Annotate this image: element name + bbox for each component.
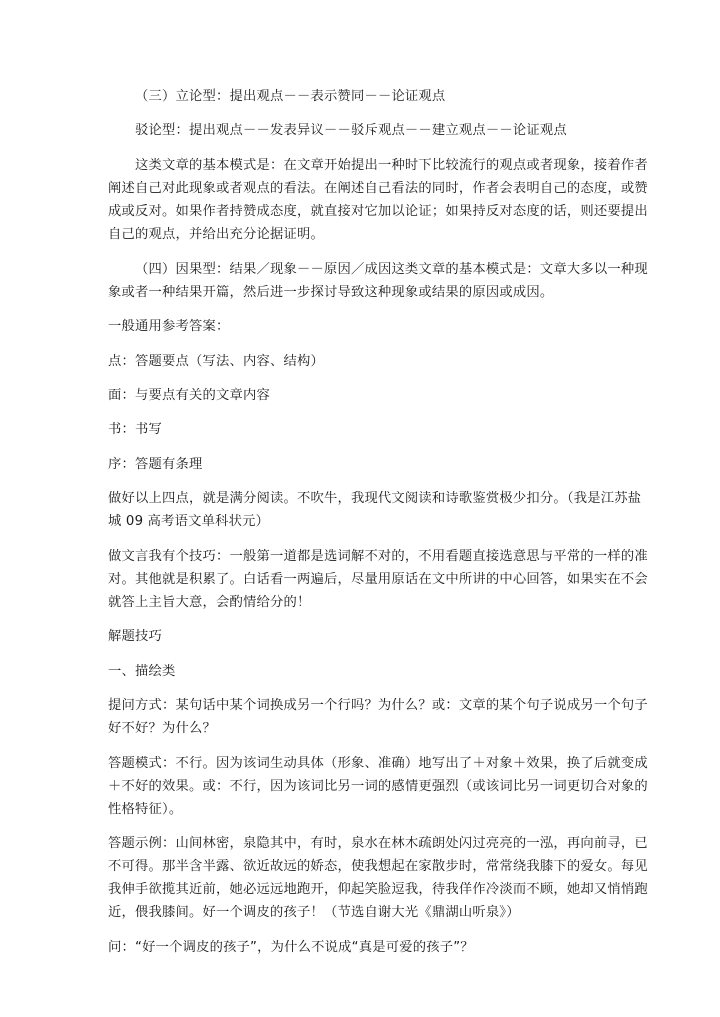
- rebuttal-type-line: 驳论型：提出观点－－发表异议－－驳斥观点－－建立观点－－论证观点: [135, 123, 567, 138]
- question-line: 问：“好一个调皮的孩子”，为什么不说成“真是可爱的孩子”？: [108, 940, 474, 955]
- paragraph-line: 这类文章的基本模式是：在文章开始提出一种时下比较流行的观点或者现象，接着作者: [135, 158, 648, 173]
- example-line: 答题示例：山间林密，泉隐其中，有时，泉水在林木疏朗处闪过亮亮的一泓，再向前寻，已: [108, 836, 648, 851]
- answer-mode-line: 性格特征）。: [108, 802, 183, 817]
- question-format-line: 提问方式：某句话中某个词换成另一个行吗？为什么？或：文章的某个句子说成另一个句子: [108, 698, 648, 713]
- answer-mode-line: ＋不好的效果。或：不行，因为该词比另一词的感情更强烈（或该词比另一词更切合对象的: [108, 779, 648, 794]
- category-one-heading: 一、描绘类: [108, 664, 176, 679]
- paragraph-line: 对。其他就是积累了。白话看一两遍后，尽量用原话在文中所讲的中心回答，如果实在不会: [108, 572, 648, 587]
- paragraph-line: 自己的观点，并给出充分论据证明。: [108, 227, 324, 242]
- list-item-face: 面：与要点有关的文章内容: [108, 388, 270, 403]
- example-line: 不可得。那半含半露、欲近故远的娇态，使我想起在家散步时，常常绕我膝下的爱女。每见: [108, 859, 648, 874]
- list-item-point: 点：答题要点（写法、内容、结构）: [108, 354, 324, 369]
- paragraph-line: 成或反对。如果作者持赞成态度，就直接对它加以论证；如果持反对态度的话，则还要提出: [108, 204, 648, 219]
- list-item-writing: 书：书写: [108, 422, 162, 437]
- section-three-title: （三）立论型：提出观点－－表示赞同－－论证观点: [135, 89, 446, 104]
- paragraph-line: 就答上主旨大意，会酌情给分的！: [108, 595, 311, 610]
- example-line: 近，偎我膝间。好一个调皮的孩子！（节选自谢大光《鼎湖山听泉》）: [108, 905, 520, 920]
- paragraph-line: 做好以上四点，就是满分阅读。不吹牛，我现代文阅读和诗歌鉴赏极少扣分。（我是江苏盐: [108, 491, 642, 506]
- example-line: 我伸手欲揽其近前，她必远远地跑开，仰起笑脸逗我，待我佯作冷淡而不顾，她却又悄悄跑: [108, 882, 648, 897]
- tips-heading: 解题技巧: [108, 629, 162, 644]
- paragraph-line: 象或者一种结果开篇，然后进一步探讨导致这种现象或结果的原因或成因。: [108, 285, 554, 300]
- paragraph-line: 做文言我有个技巧：一般第一道都是选词解不对的，不用看题直接选意思与平常的一样的准: [108, 549, 648, 564]
- general-answer-heading: 一般通用参考答案：: [108, 319, 230, 334]
- paragraph-line: 城 09 高考语文单科状元）: [108, 514, 270, 529]
- question-format-line: 好不好？为什么？: [108, 721, 216, 736]
- paragraph-line: 阐述自己对此现象或者观点的看法。在阐述自己看法的同时，作者会表明自己的态度，或赞: [108, 181, 648, 196]
- answer-mode-line: 答题模式：不行。因为该词生动具体（形象、准确）地写出了＋对象＋效果，换了后就变成: [108, 756, 648, 771]
- section-four-title: （四）因果型：结果／现象－－原因／成因这类文章的基本模式是：文章大多以一种现: [135, 262, 648, 277]
- list-item-order: 序：答题有条理: [108, 457, 203, 472]
